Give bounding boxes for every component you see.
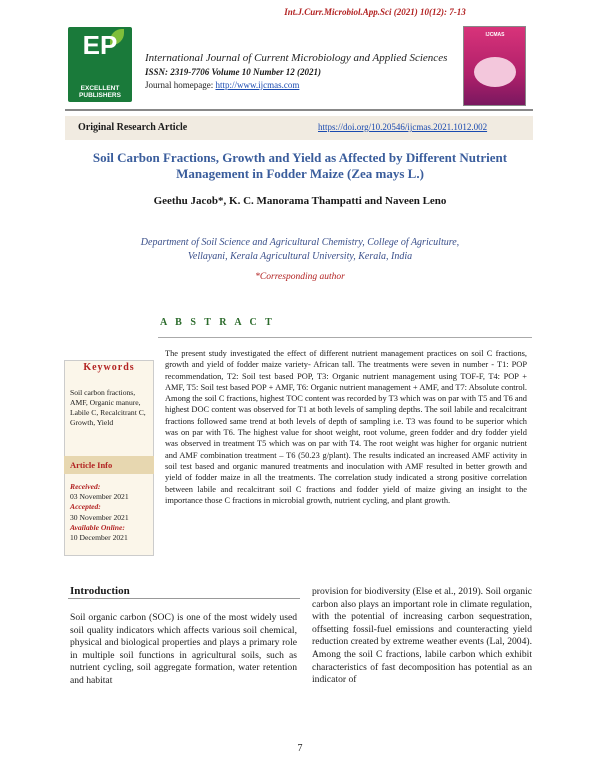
page-number: 7 — [297, 743, 303, 754]
accepted-date: 30 November 2021 — [70, 512, 129, 522]
logo-letters: EP — [82, 30, 118, 60]
journal-homepage — [145, 80, 299, 90]
header-divider — [65, 109, 533, 111]
article-type: Original Research Article — [78, 122, 188, 133]
journal-title: International Journal of Current Microbiology and Applied Sciences — [145, 52, 448, 64]
abstract-divider — [158, 337, 532, 338]
online-label: Available Online: — [70, 522, 125, 532]
author-affiliation: Department of Soil Science and Agricultural Chemistry, College of Agriculture, Vellayani, Kerala Agricultural University, Kerala, India — [140, 237, 460, 262]
cover-graphic — [474, 57, 516, 87]
article-authors: Geethu Jacob*, K. C. Manorama Thampatti and Naveen Leno — [153, 195, 447, 207]
homepage-link[interactable]: http://www.ijcmas.com — [215, 80, 300, 90]
body-column-left: Soil organic carbon (SOC) is one of the most widely used soil quality indicators which affects various soil chemical, physical and biological properties and plays a primary role in multiple soil functions in agricultural soils, such as nutrient cycling, soil aggregate formation, water retention and habitat — [70, 612, 297, 686]
body-column-right: provision for biodiversity (Else et al., 2019). Soil organic carbon also plays an important role in climate regulation, with the potential of increasing carbon sequestration, offsetting fossil-fuel emissions and counteracting yield reduction created by extreme weather events (Lal, 2004). Among the soil C fractions, labile carbon which exhibit characteristics of fast decomposition has potential as an indicator of — [312, 586, 532, 686]
journal-issn: ISSN: 2319-7706 Volume 10 Number 12 (2021) — [145, 67, 322, 77]
introduction-heading: Introduction — [70, 585, 130, 597]
received-label: Received: — [70, 482, 101, 491]
logo-text: EXCELLENT PUBLISHERS — [79, 85, 121, 99]
introduction-divider — [68, 598, 300, 599]
received-date: 03 November 2021 — [70, 492, 129, 502]
doi-link[interactable]: https://doi.org/10.20546/ijcmas.2021.1012.002 — [318, 122, 488, 132]
journal-cover-image — [463, 26, 526, 106]
keywords-list: Soil carbon fractions, AMF, Organic manure, Labile C, Recalcitrant C, Growth, Yield — [70, 388, 146, 427]
keywords-heading: Keywords — [83, 362, 135, 373]
journal-citation: Int.J.Curr.Microbiol.App.Sci (2021) 10(12): 7-13 — [284, 7, 466, 17]
corresponding-author: *Corresponding author — [255, 272, 345, 282]
online-date: 10 December 2021 — [70, 533, 128, 543]
article-title: Soil Carbon Fractions, Growth and Yield as Affected by Different Nutrient Management in Fodder Maize (Zea mays L.) — [92, 150, 508, 181]
accepted-label: Accepted: — [70, 502, 101, 512]
abstract-text: The present study investigated the effect of different nutrient management practices on soil C fractions, growth and yield of fodder maize variety- African tall. The treatments were seven in number - T1: POP recommendation, T2: Soil test based POP, T3: Organic nutrient management using TOF-F, T4: POP + AMF, T5: Soil test based POP + AMF, T6: Organic nutrient management + AMF, and T7: Absolute control. Among the soil C fractions, highest TOC content was recorded by T3 which was on par with T5 and T6 and highest DOC content was observed for T1 at both levels of sampling depths. The soil labile and recalcitrant fractions followed same trend at both levels of depth of sampling i.e. T3 was found to be superior which was on par with T6. The highest value for shoot weight, root volume, green fodder and dry fodder yield was observed in treatment T5 which was on par with T4. The root weight was higher for organic nutrient and AMF combination treatment – T6 (50.23 g/plant). The results indicated an increased AMF activity in soil test based and organic manured treatments and inoculation with AMF resulted in better growth and yield of fodder maize in all the treatments. The correlation study indicated a strong positive correlation between labile and recalcitrant soil C fractions and fodder yield of maize giving an insight to the importance those C fractions in microbial growth, nutrient cycling, and plant growth. — [165, 349, 527, 505]
article-info-heading: Article Info — [70, 460, 113, 470]
homepage-label: Journal homepage: — [145, 80, 216, 90]
article-info-list — [70, 482, 152, 543]
abstract-heading: A B S T R A C T — [160, 317, 275, 328]
cover-title: IJCMAS — [485, 32, 505, 38]
publisher-logo — [68, 27, 132, 102]
